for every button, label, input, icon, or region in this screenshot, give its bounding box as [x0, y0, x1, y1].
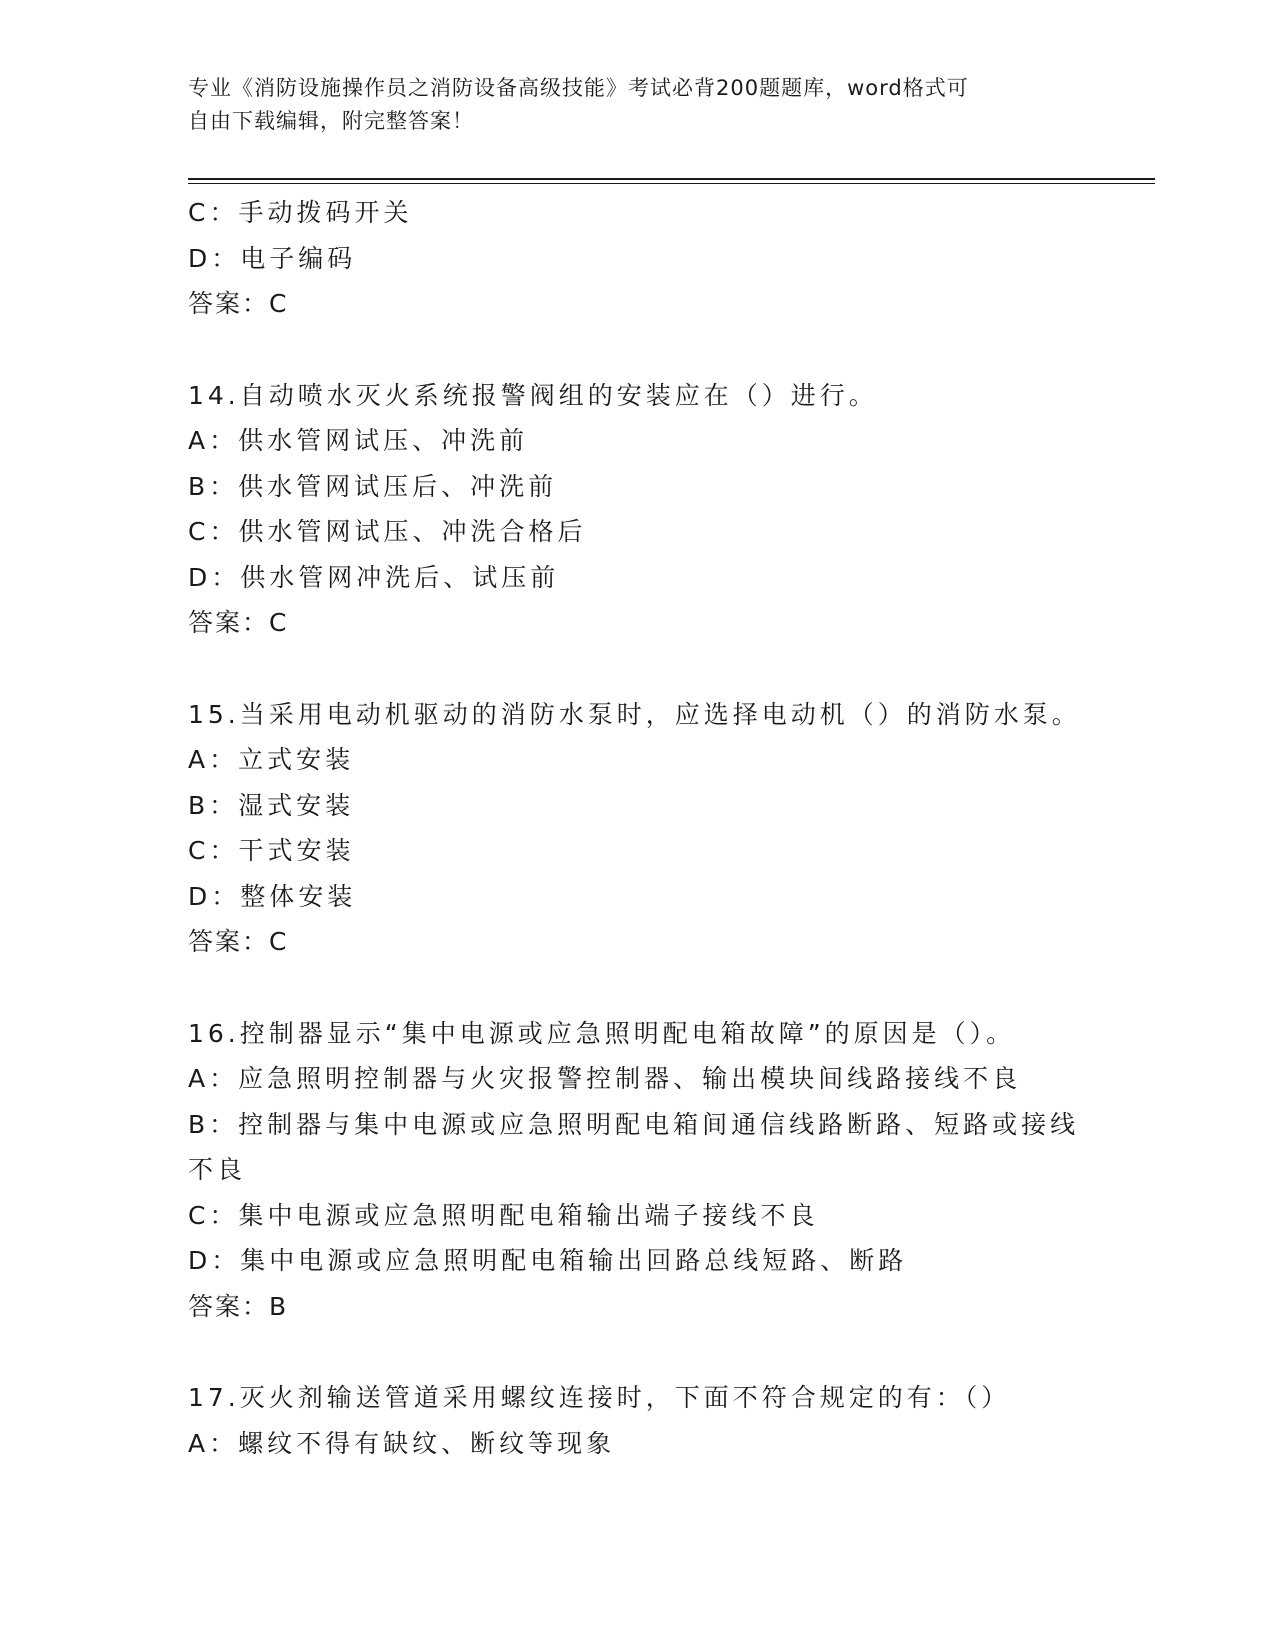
question-13-continued	[188, 190, 1088, 327]
answer: 答案：B	[188, 1291, 289, 1321]
spacer	[188, 646, 1088, 692]
spacer	[188, 1329, 1088, 1375]
question-list	[188, 190, 1088, 1466]
question-stem: 15.当采用电动机驱动的消防水泵时，应选择电动机（）的消防水泵。	[188, 699, 1081, 729]
option-a: A：立式安装	[188, 745, 355, 774]
option-d: D：整体安装	[188, 881, 357, 911]
answer: 答案：C	[188, 608, 289, 637]
spacer	[188, 965, 1088, 1011]
option-c: C：供水管网试压、冲洗合格后	[188, 517, 587, 546]
answer: 答案：C	[188, 927, 289, 956]
option-c: C：集中电源或应急照明配电箱输出端子接线不良	[188, 1200, 819, 1230]
option-d: D：供水管网冲洗后、试压前	[188, 562, 560, 592]
option-a: A：应急照明控制器与火灾报警控制器、输出模块间线路接线不良	[188, 1064, 1022, 1093]
option-c: C：手动拨码开关	[188, 198, 413, 227]
question-15	[188, 692, 1088, 965]
option-b: B：供水管网试压后、冲洗前	[188, 471, 558, 501]
question-stem: 14.自动喷水灭火系统报警阀组的安装应在（）进行。	[188, 380, 878, 410]
header-line-1: 专业《消防设施操作员之消防设备高级技能》考试必背200题题库，word格式可	[188, 76, 969, 100]
question-stem: 16.控制器显示“集中电源或应急照明配电箱故障”的原因是（）。	[188, 1018, 1016, 1048]
question-16	[188, 1011, 1088, 1330]
option-b: B：控制器与集中电源或应急照明配电箱间通信线路断路、短路或接线不良	[188, 1109, 1080, 1184]
option-a: A：螺纹不得有缺纹、断纹等现象	[188, 1428, 616, 1458]
answer: 答案：C	[188, 289, 289, 318]
document-header	[188, 72, 1068, 138]
option-b: B：湿式安装	[188, 790, 355, 820]
question-17	[188, 1375, 1088, 1466]
header-divider-thin	[188, 183, 1155, 184]
question-stem: 17.灭火剂输送管道采用螺纹连接时，下面不符合规定的有：（）	[188, 1383, 1011, 1412]
option-d: D：电子编码	[188, 243, 357, 273]
question-14	[188, 373, 1088, 646]
option-d: D：集中电源或应急照明配电箱输出回路总线短路、断路	[188, 1246, 908, 1275]
header-divider-thick	[188, 178, 1155, 180]
option-c: C：干式安装	[188, 836, 355, 865]
header-line-2: 自由下载编辑，附完整答案！	[188, 109, 474, 133]
option-a: A：供水管网试压、冲洗前	[188, 426, 529, 455]
spacer	[188, 327, 1088, 373]
